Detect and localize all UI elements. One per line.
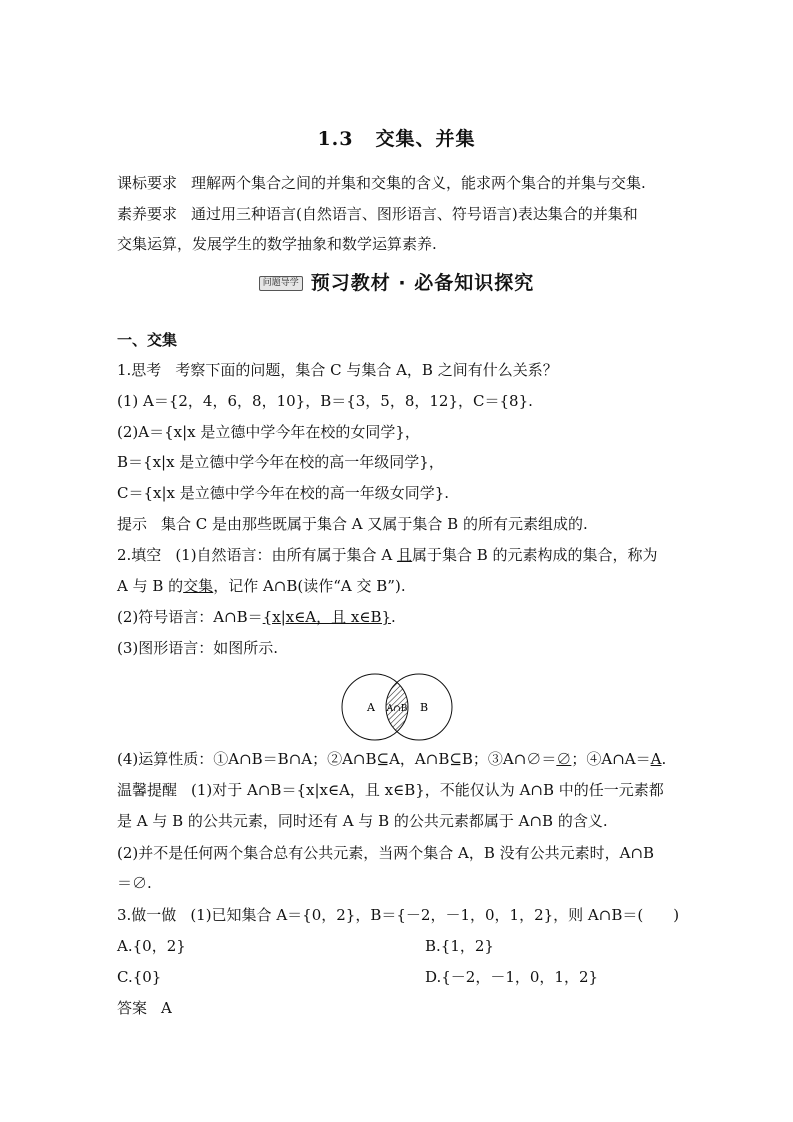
exercise-text: (1)已知集合 A＝{0，2}，B＝{－2，－1，0，1，2}，则 A∩B＝( ) [190,906,680,924]
curriculum-label: 课标要求 [117,174,178,192]
title-number: 1.3 [317,128,354,150]
curriculum-text: 理解两个集合之间的并集和交集的含义，能求两个集合的并集与交集. [191,174,646,192]
tip-1a: (1)对于 A∩B＝{x|x∈A，且 x∈B}，不能仅认为 A∩B 中的任一元素都 [191,781,664,799]
venn-diagram [340,672,454,742]
option-a: A.{0，2} [117,937,186,955]
option-d: D.{－2，－1，0，1，2} [425,968,599,986]
example-2b: B＝{x|x 是立德中学今年在校的高一年级同学}， [117,453,444,471]
answer-label: 答案 [117,999,148,1017]
tip-label: 温馨提醒 [117,781,178,799]
title-text: 交集、并集 [375,128,476,150]
tip-line-2a: (2)并不是任何两个集合总有公共元素，当两个集合 A，B 没有公共元素时，A∩B [117,844,655,862]
fill-1b-pre: A 与 B 的 [117,577,184,595]
tip-line-2b: ＝∅. [117,874,152,892]
heading-intersection: 一、交集 [117,331,178,349]
fill-line-2 [117,607,396,627]
properties-line [117,749,666,769]
think-text: 考察下面的问题，集合 C 与集合 A，B 之间有什么关系？ [175,361,558,379]
think-label: 1.思考 [117,361,162,379]
venn-label-a: A [367,701,375,714]
fill-label: 2.填空 [117,546,162,564]
literacy-text-1: 通过用三种语言(自然语言、图形语言、符号语言)表达集合的并集和 [191,205,638,223]
answer-value: A [161,999,172,1017]
fill-1a-answer: 且 [396,546,412,564]
literacy-label: 素养要求 [117,205,178,223]
example-2a: (2)A＝{x|x 是立德中学今年在校的女同学}， [117,423,420,441]
option-b: B.{1，2} [425,937,494,955]
fill-2-answer: {x|x∈A，且 x∈B} [262,608,392,626]
fill-line-3: (3)图形语言：如图所示. [117,639,279,657]
literacy-requirement [117,204,638,224]
venn-label-b: B [420,701,429,714]
example-2c: C＝{x|x 是立德中学今年在校的高一年级女同学}. [117,484,450,502]
props-answer-1: ∅ [556,750,572,768]
tip-line-1b: 是 A 与 B 的公共元素，同时还有 A 与 B 的公共元素都属于 A∩B 的含义. [117,812,608,830]
props-mid: ；④A∩A＝ [571,750,651,768]
props-pre: (4)运算性质：①A∩B＝B∩A；②A∩B⊆A，A∩B⊆B；③A∩∅＝ [117,750,557,768]
literacy-text-2: 交集运算，发展学生的数学抽象和数学运算素养. [117,235,437,253]
fill-1b-post: ，记作 A∩B(读作“A 交 B”). [213,577,406,595]
tip-line-1a [117,780,664,800]
fill-1b-answer: 交集 [183,577,214,595]
think-line [117,360,558,380]
section-header [0,268,793,295]
fill-1a-post: 属于集合 B 的元素构成的集合，称为 [411,546,658,564]
curriculum-requirement [117,173,646,193]
literacy-requirement-cont [117,234,437,254]
exercise-label: 3.做一做 [117,906,177,924]
example-1: (1) A＝{2，4，6，8，10}，B＝{3，5，8，12}，C＝{8}. [117,392,533,410]
hint-text: 集合 C 是由那些既属于集合 A 又属于集合 B 的所有元素组成的. [161,515,588,533]
fill-1a-pre: (1)自然语言：由所有属于集合 A [175,546,397,564]
fill-line-1b [117,576,406,596]
option-c: C.{0} [117,968,162,986]
answer-line [117,998,172,1018]
hint-label: 提示 [117,515,148,533]
fill-2-post: . [391,608,396,626]
fill-2-pre: (2)符号语言：A∩B＝ [117,608,263,626]
props-post: . [661,750,667,768]
venn-label-intersection: A∩B [386,704,408,714]
hint-line [117,514,588,534]
page-title [0,124,793,151]
exercise-line [117,905,679,925]
props-answer-2: A [650,750,662,768]
fill-line-1a [117,545,658,565]
section-title: 预习教材 · 必备知识探究 [310,272,535,294]
section-badge: 问题导学 [259,276,303,291]
